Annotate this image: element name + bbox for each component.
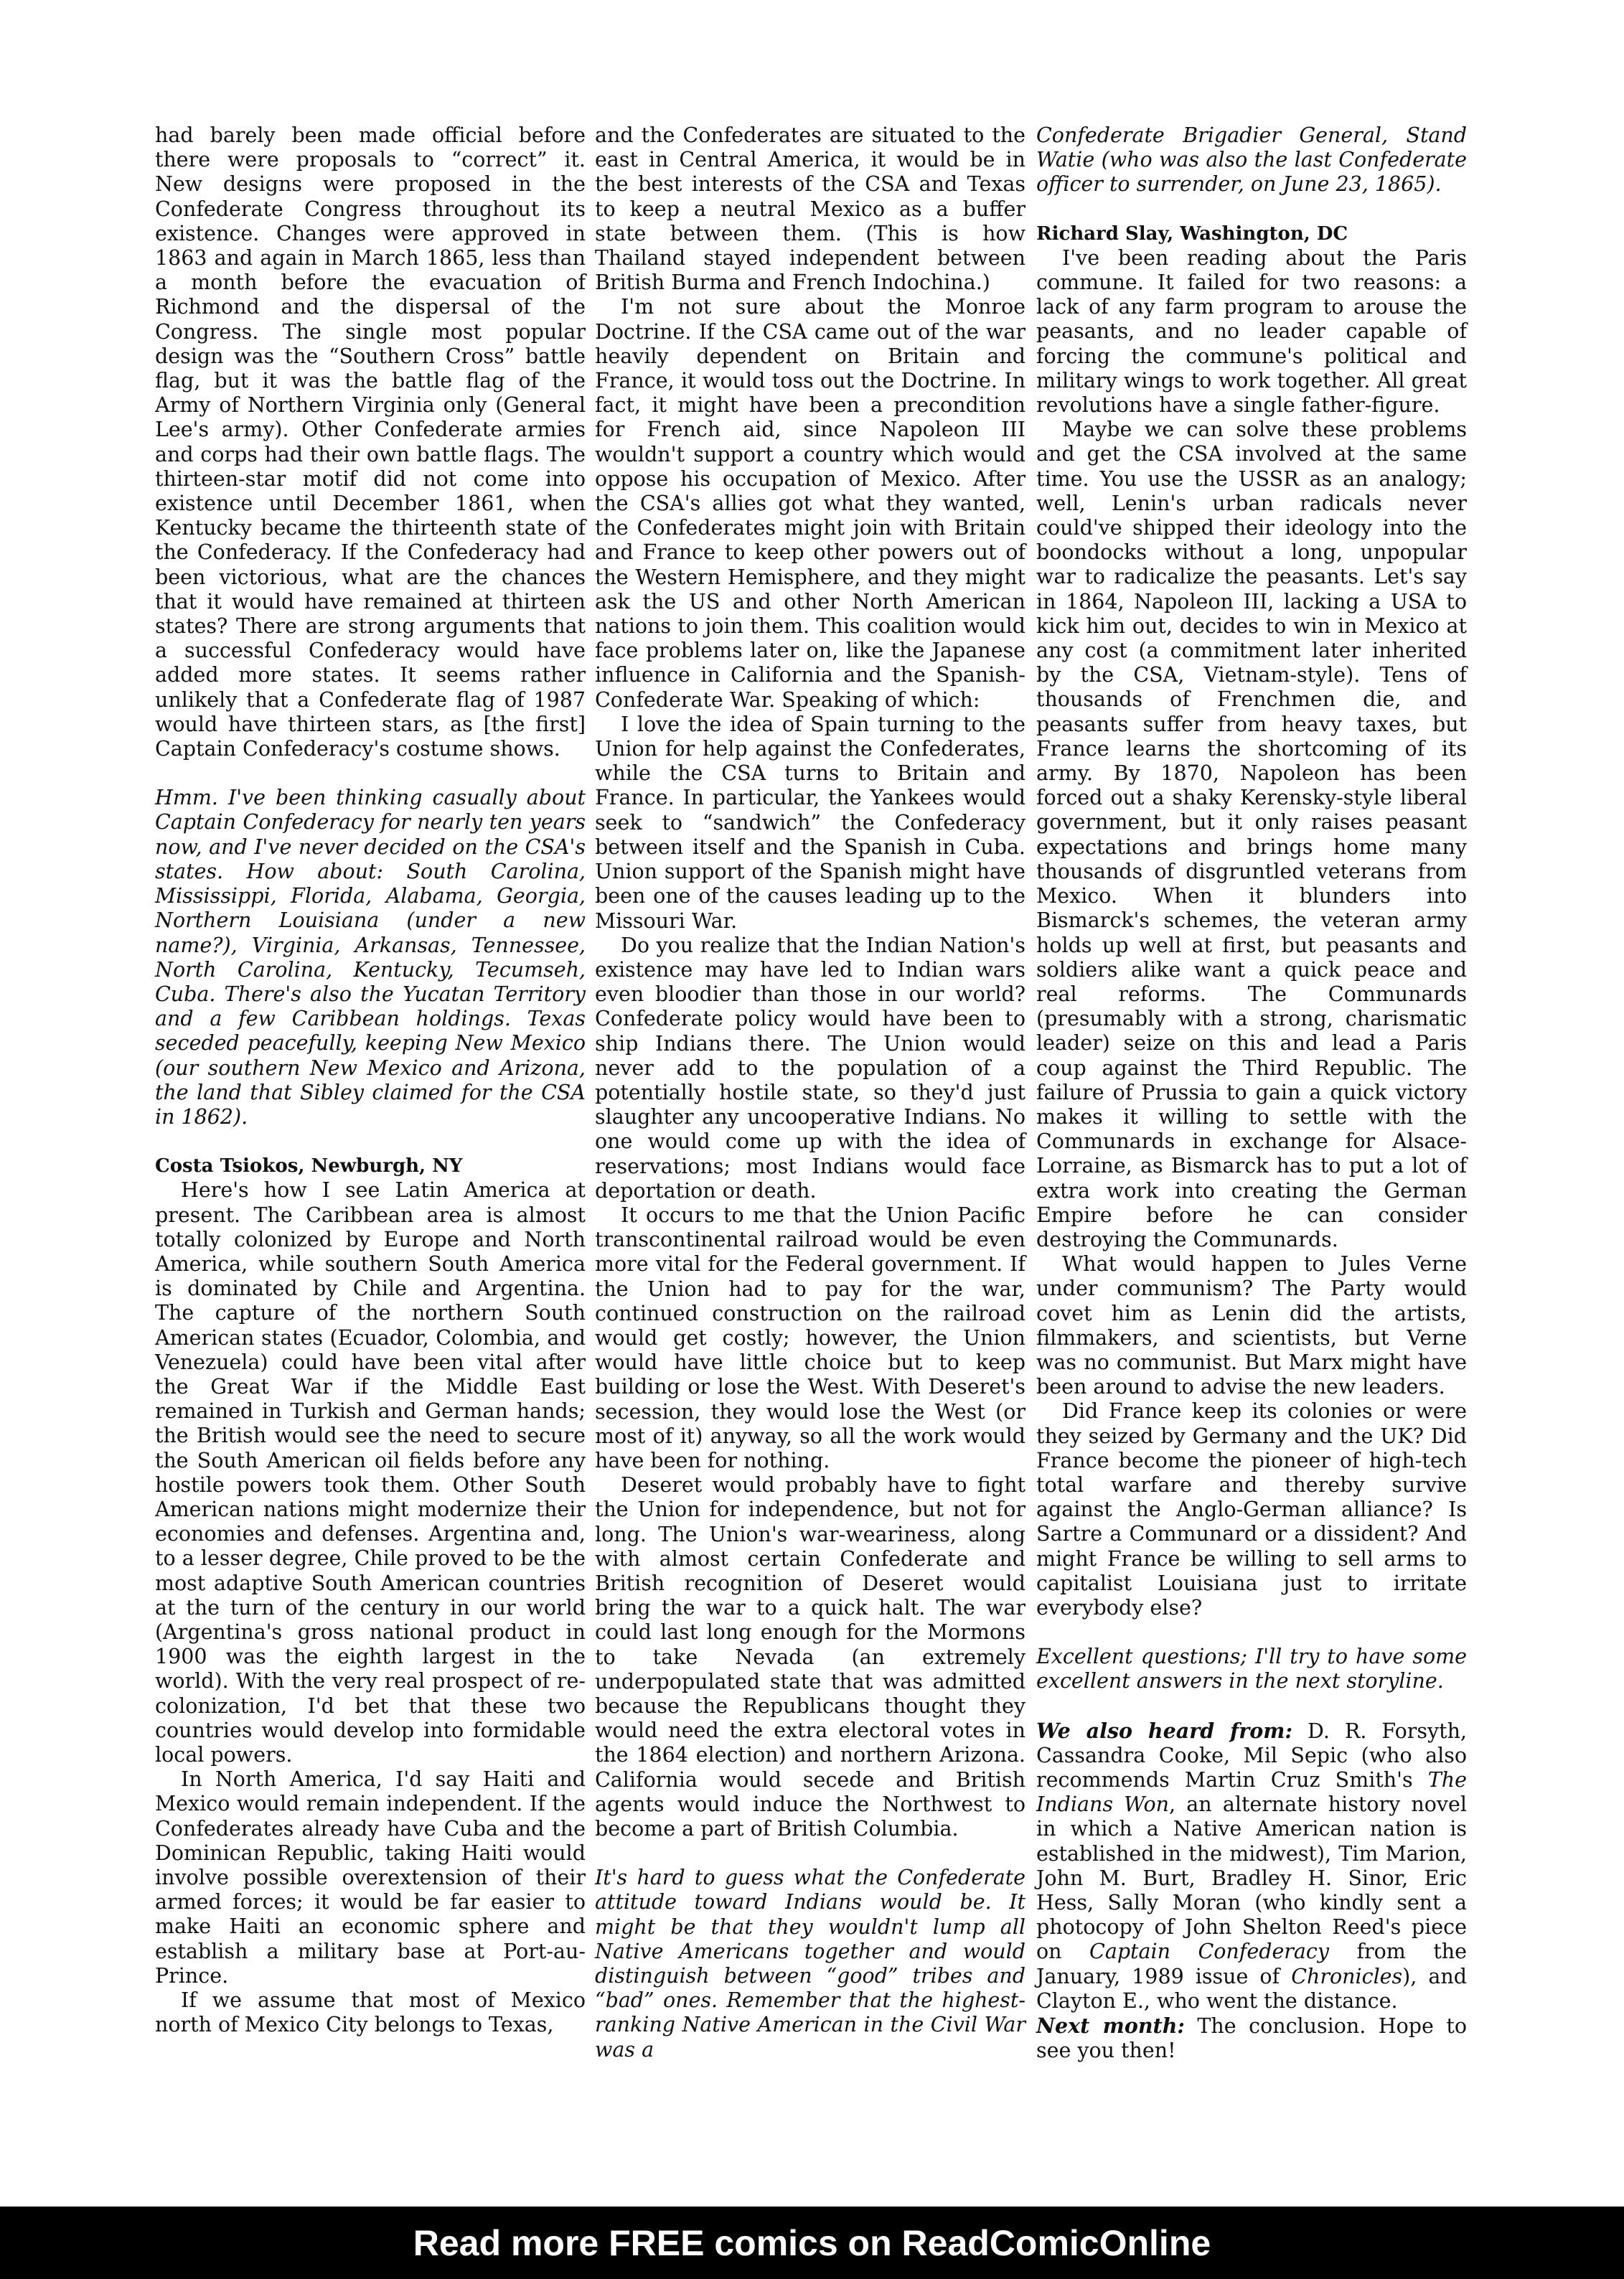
- column-3: [1036, 123, 1467, 2063]
- also-heard-from: [1036, 1719, 1467, 2013]
- column-2: [595, 123, 1025, 2062]
- letter-writer-header: Costa Tsiokos, Newburgh, NY: [155, 1155, 463, 1178]
- letter-writer-header: Richard Slay, Washington, DC: [1036, 222, 1348, 245]
- letter-paragraph: Maybe we can solve these problems and get the CSA involved at the same time. You use the USSR as an analogy; well, Lenin's urban radicals never could've shipped their ideology into the boondocks without a long, unpopular war to radicalize the peasants. Let's say in 1864, Napoleon III, lacking a USA to kick him out, decides to win in Mexico at any cost (a commitment later inherited by the CSA, Vietnam-style). Tens of thousands of Frenchmen die, and peasants suffer from heavy taxes, but France learns the shortcoming of its army. By 1870, Napoleon has been forced out a shaky Kerensky-style liberal government, but it only raises peasant expectations and brings home many thousands of disgruntled veterans from Mexico. When it blunders into Bismarck's schemes, the veteran army holds up well at first, but peasants and soldiers alike want a quick peace and real reforms. The Communards (presumably with a strong, charismatic leader) seize on this and lead a Paris coup against the Third Republic. The failure of Prussia to gain a quick victory makes it willing to settle with the Communards in exchange for Alsace-Lorraine, as Bismarck has to put a lot of extra work into creating the German Empire before he can consider destroying the Communards.: [1036, 418, 1467, 1251]
- book-title: The Indians Won: [1036, 1768, 1467, 1817]
- letter-paragraph: I've been reading about the Paris commune. It failed for two reasons: a lack of any farm program to arouse the peasants, and no leader capable of forcing the commune's political and military wings to work together. All great revolutions have a single father-figure.: [1036, 245, 1467, 418]
- next-month-text: The conclusion. Hope to see you then!: [1036, 2014, 1467, 2063]
- letter-paragraph: Here's how I see Latin America at present. The Caribbean area is almost totally colonized by Europe and North America, while southern South America is dominated by Chile and Argentina. The capture of the northern South American states (Ecuador, Colombia, and Venezuela) could have been vital after the Great War if the Middle East remained in Turkish and German hands; the British would see the need to secure the South American oil fields before any hostile powers took them. Other South American nations might modernize their economies and defenses. Argentina and, to a lesser degree, Chile proved to be the most adaptive South American countries at the turn of the century in our world (Argentina's gross national product in 1900 was the eighth largest in the world). With the very real prospect of re-colonization, I'd bet that these two countries would develop into formidable local powers.: [155, 1178, 586, 1767]
- letter-paragraph: Deseret would probably have to fight the Union for independence, but not for long. The Union's war-weariness, along with almost certain Confederate and British recognition of Deseret would bring the war to a quick halt. The war could last long enough for the Mormons to take Nevada (an extremely underpopulated state that was admitted because the Republicans thought they would need the extra electoral votes in the 1864 election) and northern Arizona. California would secede and British agents would induce the Northwest to become a part of British Columbia.: [595, 1473, 1025, 1841]
- editor-reply: Confederate Brigadier General, Stand Watie (who was also the last Confederate officer to surrender, on June 23, 1865).: [1036, 123, 1467, 197]
- magazine-title: Chronicles: [1291, 1964, 1403, 1988]
- letter-paragraph: Did France keep its colonies or were they seized by Germany and the UK? Did France become the pioneer of high-tech total warfare and thereby survive against the Anglo-German alliance? Is Sartre a Communard or a dissident? And might France be willing to sell arms to capitalist Louisiana just to irritate everybody else?: [1036, 1399, 1467, 1620]
- comic-title: Captain Confederacy: [1089, 1940, 1329, 1964]
- next-month: [1036, 2013, 1467, 2063]
- next-month-label: Next month:: [1036, 2013, 1185, 2039]
- also-heard-text: ), and Clayton E., who went the distance.: [1036, 1964, 1467, 2013]
- letter-paragraph: If we assume that most of Mexico north of Mexico City belongs to Texas,: [155, 1988, 586, 2037]
- editor-reply: Hmm. I've been thinking casually about Captain Confederacy for nearly ten years now, and I've never decided on the CSA's states. How about: South Carolina, Mississippi, Florida, Alabama, Georgia, Northern Louisiana (under a new name?), Virginia, Arkansas, Tennessee, North Carolina, Kentucky, Tecumseh, Cuba. There's also the Yucatan Territory and a few Caribbean holdings. Texas seceded peacefully, keeping New Mexico (our southern New Mexico and Arizona, the land that Sibley claimed for the CSA in 1862).: [155, 786, 586, 1129]
- letter-paragraph: had barely been made official before there were proposals to “correct” it. New designs were proposed in the Confederate Congress throughout its existence. Changes were approved in 1863 and again in March 1865, less than a month before the evacuation of Richmond and the dispersal of the Congress. The single most popular design was the “Southern Cross” battle flag, but it was the battle flag of the Army of Northern Virginia only (General Lee's army). Other Confederate armies and corps had their own battle flags. The thirteen-star motif did not come into existence until December 1861, when Kentucky became the thirteenth state of the Confederacy. If the Confederacy had been victorious, what are the chances that it would have remained at thirteen states? There are strong arguments that a successful Confederacy would have added more states. It seems rather unlikely that a Confederate flag of 1987 would have thirteen stars, as [the first] Captain Confederacy's costume shows.: [155, 123, 586, 761]
- banner-text[interactable]: Read more FREE comics on ReadComicOnline: [413, 2222, 1211, 2263]
- also-heard-text: D. R. Forsyth, Cassandra Cooke, Mil Sepic (who also recommends Martin Cruz Smith's: [1036, 1719, 1467, 1792]
- editor-reply: Excellent questions; I'll try to have some excellent answers in the next storyline.: [1036, 1645, 1467, 1693]
- editor-reply: It's hard to guess what the Confederate attitude toward Indians would be. It might be that they wouldn't lump all Native Americans together and would distinguish between “good” tribes and “bad” ones. Remember that the highest-ranking Native American in the Civil War was a: [595, 1866, 1025, 2062]
- also-heard-text: , an alternate history novel in which a Native American nation is established in the midwest), Tim Marion, John M. Burt, Bradley H. Sinor, Eric Hess, Sally Moran (who kindly sent a photocopy of John Shelton Reed's piece on: [1036, 1792, 1467, 1964]
- letter-paragraph: I'm not sure about the Monroe Doctrine. If the CSA came out of the war heavily dependent on Britain and France, it would toss out the Doctrine. In fact, it might have been a precondition for French aid, since Napoleon III wouldn't support a country which would oppose his occupation of Mexico. After the CSA's allies got what they wanted, the Confederates might join with Britain and France to keep other powers out of the Western Hemisphere, and they might ask the US and other North American nations to join them. This coalition would face problems later on, like the Japanese influence in California and the Spanish-Confederate War. Speaking of which:: [595, 295, 1025, 712]
- letter-paragraph: What would happen to Jules Verne under communism? The Party would covet him as Lenin did the artists, filmmakers, and scientists, but Verne was no communist. But Marx might have been around to advise the new leaders.: [1036, 1252, 1467, 1399]
- letter-paragraph: Do you realize that the Indian Nation's existence may have led to Indian wars even bloodier than those in our world? Confederate policy would have been to ship Indians there. The Union would never add to the population of a potentially hostile state, so they'd just slaughter any uncooperative Indians. No one would come up with the idea of reservations; most Indians would face deportation or death.: [595, 933, 1025, 1203]
- letter-paragraph: and the Confederates are situated to the east in Central America, it would be in the best interests of the CSA and Texas to keep a neutral Mexico as a buffer state between them. (This is how Thailand stayed independent between British Burma and French Indochina.): [595, 123, 1025, 295]
- also-heard-text: from the January, 1989 issue of: [1036, 1940, 1467, 1988]
- letter-paragraph: I love the idea of Spain turning to the Union for help against the Confederates, while the CSA turns to Britain and France. In particular, the Yankees would seek to “sandwich” the Confederacy between itself and the Spanish in Cuba. Union support of the Spanish might have been one of the causes leading up to the Missouri War.: [595, 712, 1025, 933]
- letter-paragraph: In North America, I'd say Haiti and Mexico would remain independent. If the Confederates already have Cuba and the Dominican Republic, taking Haiti would involve possible overextension of their armed forces; it would be far easier to make Haiti an economic sphere and establish a military base at Port-au-Prince.: [155, 1767, 586, 1988]
- letter-paragraph: It occurs to me that the Union Pacific transcontinental railroad would be even more vital for the Federal government. If the Union had to pay for the war, continued construction on the railroad would get costly; however, the Union would have little choice but to keep building or lose the West. With Deseret's secession, they would lose the West (or most of it) anyway, so all the work would have been for nothing.: [595, 1203, 1025, 1472]
- also-heard-label: We also heard from:: [1036, 1718, 1292, 1743]
- column-1: [155, 123, 586, 2037]
- footer-banner[interactable]: [0, 2207, 1624, 2279]
